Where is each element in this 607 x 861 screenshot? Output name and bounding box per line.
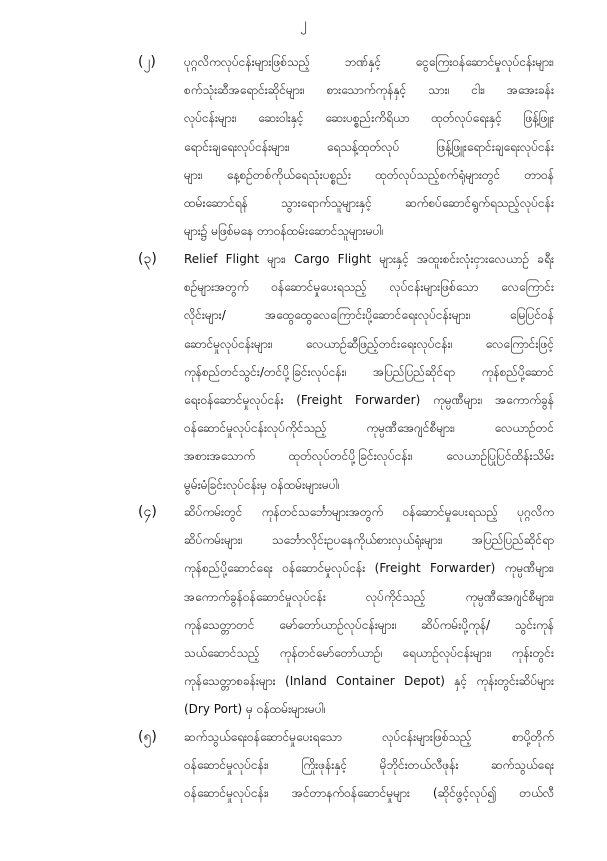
paragraph-line: ဆက်သွယ်ရေးဝန်ဆောင်မှုပေးရသော လုပ်ငန်းများဖြစ်သည့် စာပို့တိုက် [184, 730, 554, 744]
paragraph-line: စက်သုံးဆီအရောင်းဆိုင်များ၊ စားသောက်ကုန်နှင့် သား၊ ငါး၊ အအေးခန်း [184, 83, 554, 98]
item-number: (၃) [138, 251, 157, 267]
paragraph-line: ကုန်စည်တင်သွင်း/တင်ပို့ခြင်းလုပ်ငန်း၊ အပြည်ပြည်ဆိုင်ရာ ကုန်စည်ပို့ဆောင် [184, 364, 554, 379]
paragraph-line: ရေးဝန်ဆောင်မှုလုပ်ငန်း (Freight Forwarder) ကုမ္ပဏီများ၊ အကောက်ခွန် [184, 392, 554, 407]
paragraph-line: ကုန်သေတ္တာစခန်းများ (Inland Container Depot) နှင့် ကုန်းတွင်းဆိပ်များ [184, 674, 554, 689]
item-number: (၂) [138, 54, 156, 70]
paragraph-line: အကောက်ခွန်ဝန်ဆောင်မှုလုပ်ငန်း လုပ်ကိုင်သည့် ကုမ္ပဏီအေဂျင်စီများ၊ [184, 589, 554, 604]
paragraph-line: ရောင်းချရေးလုပ်ငန်းများ၊ ရေသန့်ထုတ်လုပ် ဖြန့်ဖြူးရောင်းချရေးလုပ်ငန်း [184, 139, 554, 154]
paragraph-line: (Dry Port) မှ ဝန်ထမ်းများမပါ၊ [184, 702, 326, 717]
paragraph-line: ကုန်သေတ္တာတင် မော်တော်ယာဉ်လုပ်ငန်းများ၊ ဆိပ်ကမ်းပို့ကုန်/ သွင်းကုန် [184, 617, 554, 632]
paragraph-line: လုပ်ငန်းများ၊ ဆေးဝါးနှင့် ဆေးပစ္စည်းကိရိယာ ထုတ်လုပ်ရေးနှင့် ဖြန့်ဖြူး [184, 111, 554, 126]
item-paragraph [184, 723, 554, 808]
paragraph-line: ဝန်ဆောင်မှုလုပ်ငန်း၊ ကြိုးဖုန်းနှင့် မိုဘိုင်းတယ်လီဖုန်း ဆက်သွယ်ရေး [184, 758, 554, 773]
item-number: (၄) [138, 504, 157, 520]
page-number: ၂ [300, 16, 307, 32]
paragraph-line: ဆိပ်ကမ်းတွင် ကုန်တင်သင်္ဘောများအတွက် ဝန်ဆောင်မှုပေးရသည့် ပုဂ္ဂလိက [184, 505, 554, 519]
item-paragraph [184, 245, 554, 499]
item-number: (၅) [138, 729, 157, 745]
paragraph-line: ဆောင်မှုလုပ်ငန်းများ၊ လေယာဉ်ဆီဖြည့်တင်းရေးလုပ်ငန်း၊ လေကြောင်းဖြင့် [184, 336, 554, 351]
paragraph-line: များ၌ မဖြစ်မနေ တာဝန်ထမ်းဆောင်သူများမပါ၊ [184, 224, 384, 239]
item-paragraph [184, 48, 554, 245]
paragraph-line: သယ်ဆောင်သည့် ကုန်တင်မော်တော်ယာဉ်၊ ရေယာဉ်လုပ်ငန်းများ၊ ကုန်းတွင်း [184, 645, 554, 660]
paragraph-line: ဆိပ်ကမ်းများ၊ သင်္ဘောလိုင်းဥပနေကိုယ်စားလှယ်ရုံးများ၊ အပြည်ပြည်ဆိုင်ရာ [184, 533, 554, 548]
paragraph-line: မွမ်းမံခြင်းလုပ်ငန်းမှ ဝန်ထမ်းများမပါ၊ [184, 477, 340, 492]
paragraph-line: ဝန်ဆောင်မှုလုပ်ငန်းလုပ်ကိုင်သည့် ကုမ္ပဏီအေဂျင်စီများ၊ လေယာဉ်တင် [184, 421, 554, 436]
paragraph-line: ဝန်ဆောင်မှုလုပ်ငန်း၊ အင်တာနက်ဝန်ဆောင်မှုများ (ဆိုင်ဖွင့်လုပ်၍ တယ်လီ [184, 786, 554, 801]
paragraph-line: များ၊ နေ့စဉ်တစ်ကိုယ်ရေသုံးပစ္စည်း ထုတ်လုပ်သည့်စက်ရုံများတွင် တာဝန် [184, 167, 554, 182]
paragraph-line: ထမ်းဆောင်ရန် သွားရောက်သူများနှင့် ဆက်စပ်ဆောင်ရွက်ရသည့်လုပ်ငန်း [184, 195, 554, 210]
paragraph-line: ပုဂ္ဂလိကလုပ်ငန်းများဖြစ်သည့် ဘဏ်နှင့် ငွေကြေးဝန်ဆောင်မှုလုပ်ငန်းများ၊ [184, 55, 554, 69]
paragraph-line: လိုင်းများ/ အထွေထွေလေကြောင်းပို့ဆောင်ရေးလုပ်ငန်းများ၊ မြေပြင်ဝန် [184, 308, 554, 323]
paragraph-line: Relief Flight များ၊ Cargo Flight များနှင့် အထူးစင်းလုံးငှားလေယာဉ် ခရီး [184, 252, 554, 266]
item-paragraph [184, 498, 554, 724]
paragraph-line: စဉ်များအတွက် ဝန်ဆောင်မှုပေးရသည့် လုပ်ငန်းများဖြစ်သော လေကြောင်း [184, 280, 554, 295]
paragraph-line: အစားအသောက် ထုတ်လုပ်တင်ပို့ခြင်းလုပ်ငန်း၊ လေယာဉ်ပြုပြင်ထိန်းသိမ်း [184, 449, 554, 464]
paragraph-line: ကုန်စည်ပို့ဆောင်ရေး ဝန်ဆောင်မှုလုပ်ငန်း (Freight Forwarder) ကုမ္ပဏီများ၊ [184, 561, 554, 576]
